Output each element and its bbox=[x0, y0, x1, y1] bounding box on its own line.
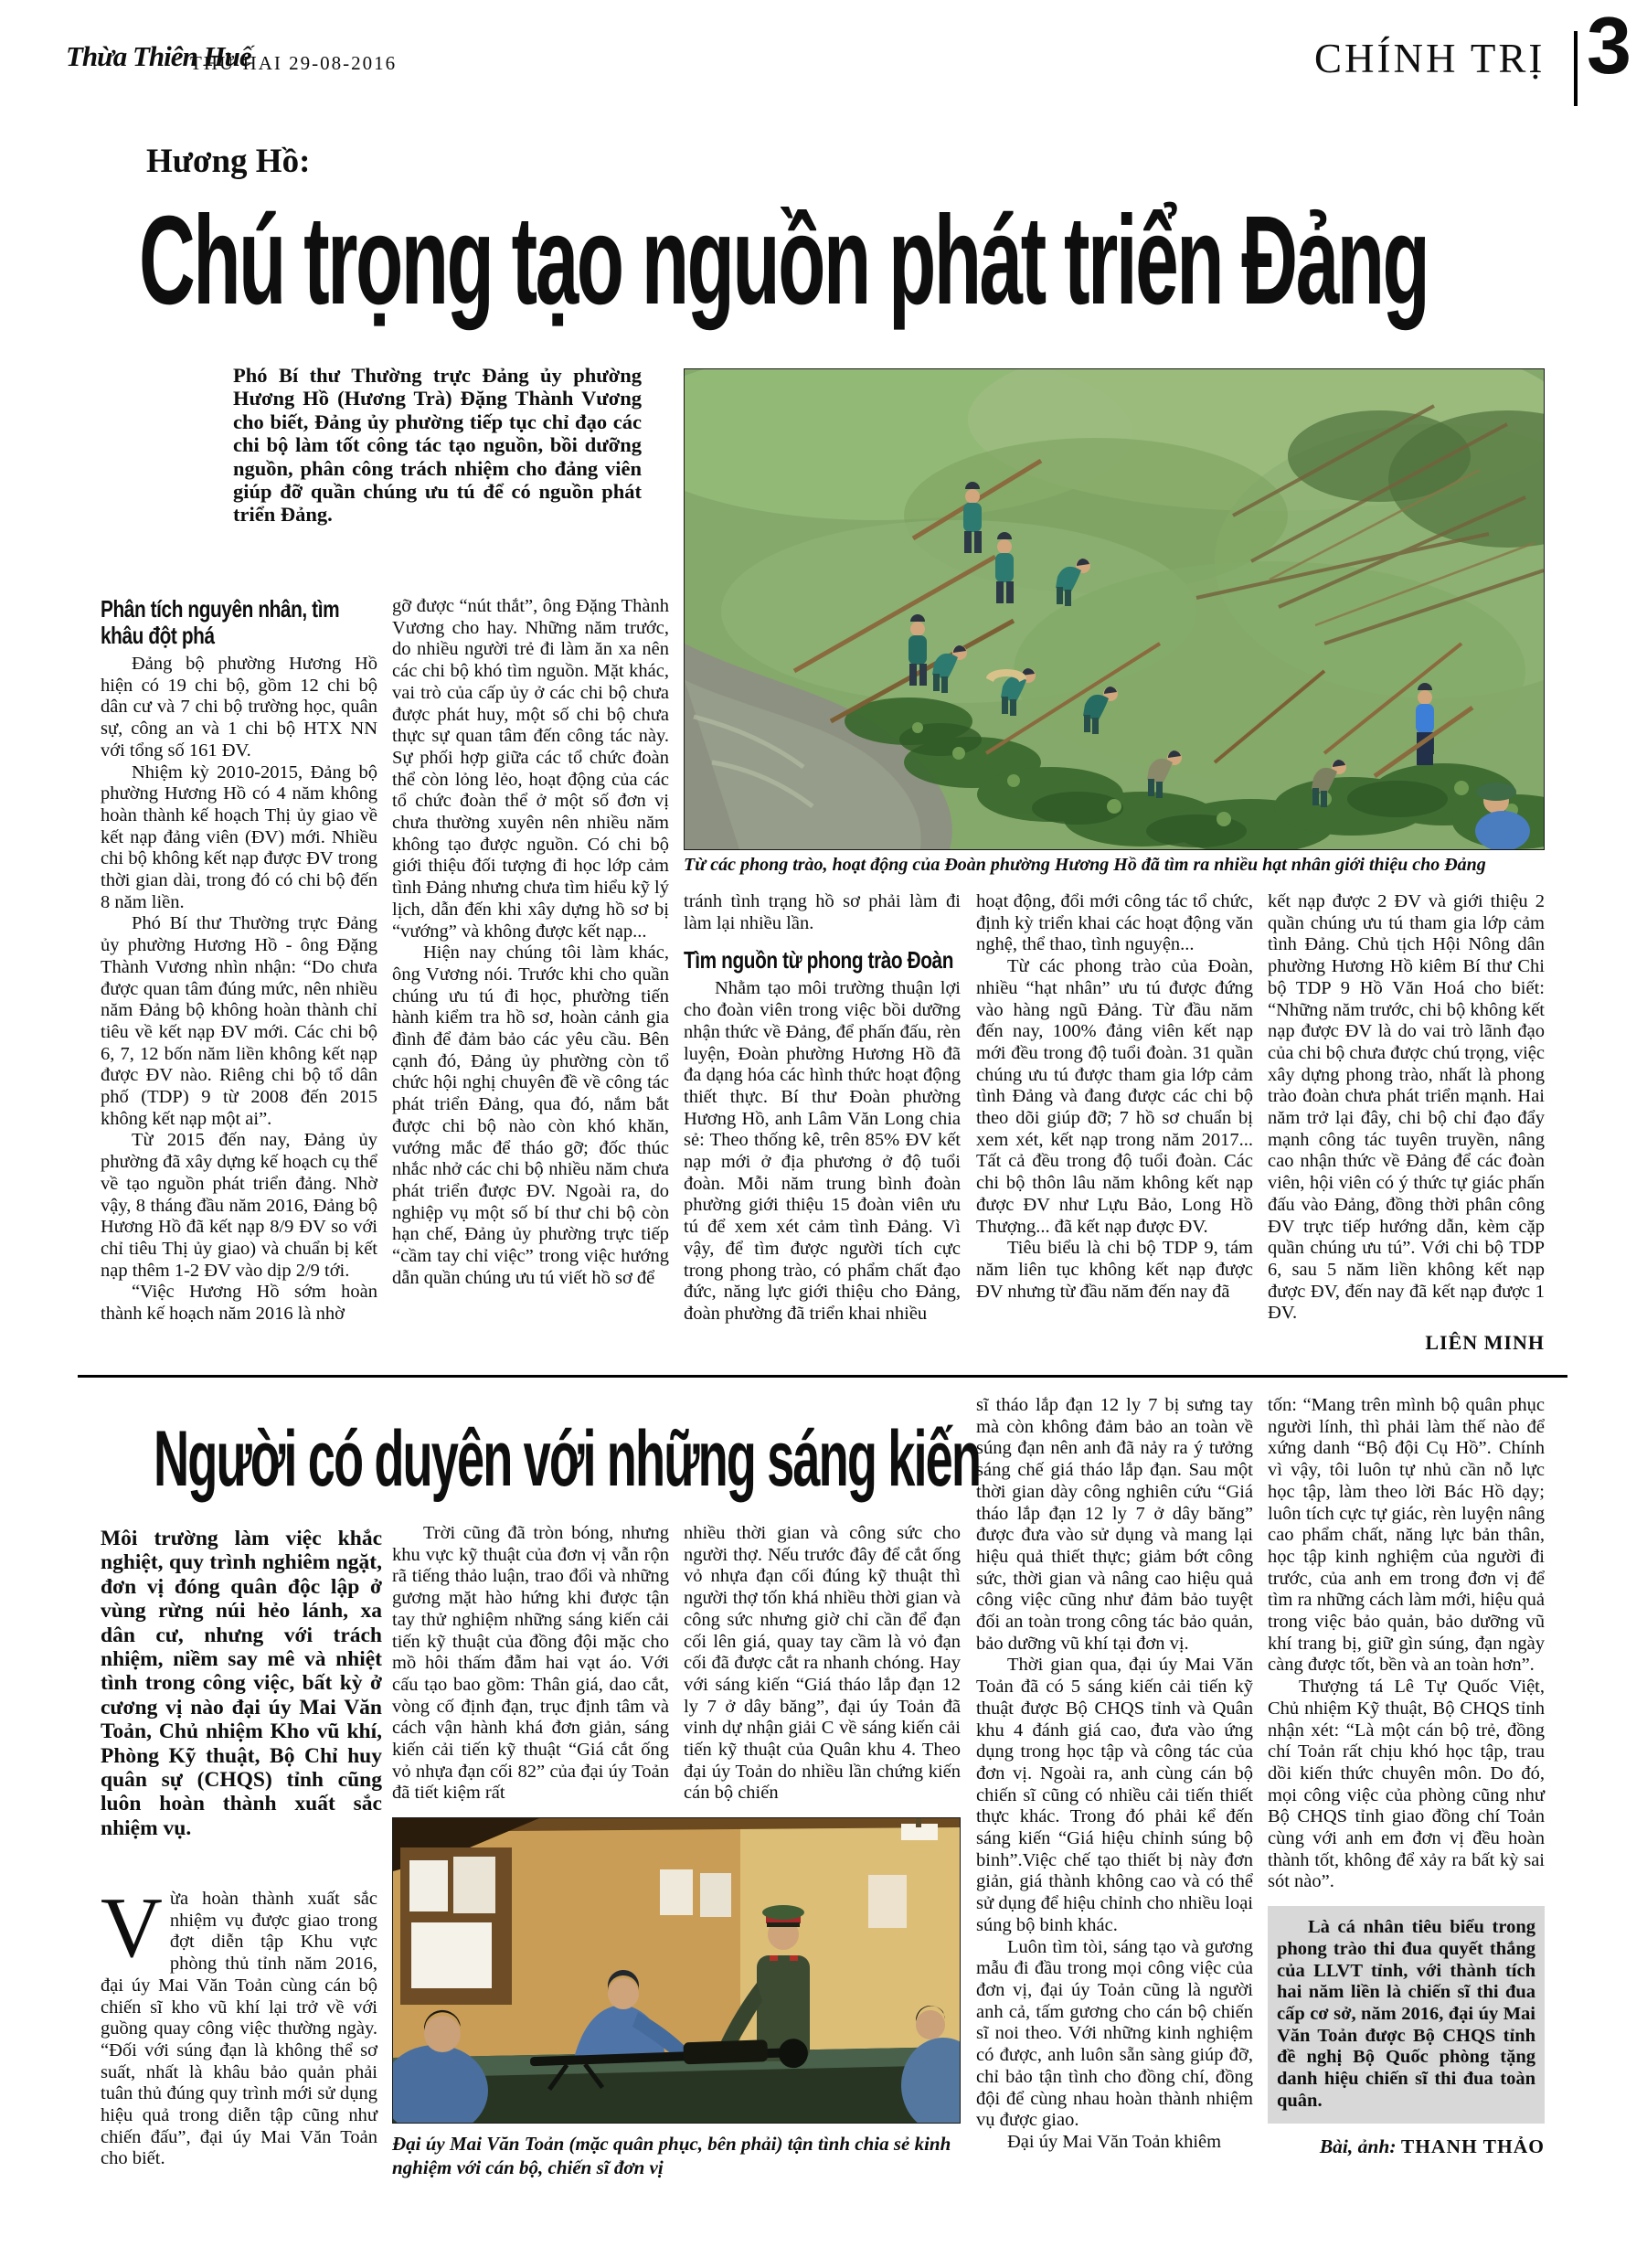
body-paragraph bbox=[101, 1880, 377, 2170]
article1-byline: LIÊN MINH bbox=[1425, 1331, 1545, 1355]
article2-column-5 bbox=[1268, 1395, 1545, 2157]
article-divider-rule bbox=[78, 1375, 1567, 1378]
body-paragraph: Tiêu biểu là chi bộ TDP 9, tám năm liên tục không kết nạp được ĐV nhưng từ đầu năm đến nay đã bbox=[976, 1238, 1253, 1302]
body-paragraph: gỡ được “nút thắt”, ông Đặng Thành Vương cho hay. Những năm trước, do nhiều người trẻ đi làm ăn xa nên các chi bộ khó tìm nguồn. Mặt khác, vai trò của cấp ủy ở các chi bộ chưa được phát huy, một số chi bộ chưa thực sự quan tâm đến công tác này. Sự phối hợp giữa các tổ chức đoàn thể còn lỏng lẻo, hoạt động của các tổ chức đoàn thể ở một số đơn vị chưa thường xuyên nên nhiều năm không tạo được nguồn. Có chi bộ giới thiệu đối tượng đi học lớp cảm tình Đảng nhưng chưa tìm hiểu kỹ lý lịch, dẫn đến khi xây dựng hồ sơ bị “vướng” và không được kết nạp... bbox=[392, 596, 669, 942]
body-paragraph: kết nạp được 2 ĐV và giới thiệu 2 quần chúng ưu tú tham gia lớp cảm tình Đảng. Chủ tịch Hội Nông dân phường Hương Hồ kiêm Bí thư Chi bộ TDP 9 Hồ Văn Hoá cho biết: “Những năm trước, chi bộ không kết nạp được ĐV là do vai trò lãnh đạo của chi bộ chưa được chú trọng, việc xây dựng phong trào, nhất là phong trào đoàn chưa phát triển mạnh. Hai năm trở lại đây, chi bộ chỉ đạo đẩy mạnh công tác tuyên truyền, nâng cao nhận thức về Đảng để các đoàn viên, hội viên có ý thức tự giác phấn đấu vào Đảng, đồng thời phân công ĐV trực tiếp hướng dẫn, kèm cặp quần chúng ưu tú”. Với chi bộ TDP 6, sau 5 năm liền không kết nạp được ĐV, đến nay đã kết nạp được 1 ĐV. bbox=[1268, 891, 1545, 1324]
body-paragraph: “Việc Hương Hồ sớm hoàn thành kế hoạch năm 2016 là nhờ bbox=[101, 1282, 377, 1325]
body-paragraph: Nhằm tạo môi trường thuận lợi cho đoàn viên trong việc bồi dưỡng nhận thức về Đảng, để phấn đấu, rèn luyện, Đoàn phường Hương Hồ đã đa dạng hóa các hình thức hoạt động thiết thực. Bí thư Đoàn phường Hương Hồ, anh Lâm Văn Long chia sẻ: Theo thống kê, trên 85% ĐV kết nạp mới ở địa phương ở độ tuổi đoàn. Mỗi năm trung bình đoàn phường giới thiệu 15 đoàn viên ưu tú để xem xét cảm tình Đảng. Vì vậy, để tìm được người tích cực trong phong trào, có phẩm chất đạo đức, năng lực giới thiệu cho Đảng, đoàn phường đã triển khai nhiều bbox=[684, 978, 961, 1324]
paragraph-text: ừa hoàn thành xuất sắc nhiệm vụ được giao trong đợt diễn tập Khu vực phòng thủ tỉnh năm 2016, đại úy Mai Văn Toản cùng cán bộ chiến sĩ kho vũ khí lại trở về với guồng quay công việc thường ngày. “Đối với súng đạn là không thể sơ suất, nhất là khâu bảo quản phải tuân thủ đúng quy trình mới sử dụng hiệu quả trong diễn tập cũng như chiến đấu”, đại úy Mai Văn Toản cho biết. bbox=[101, 1889, 377, 2169]
highlight-box: Là cá nhân tiêu biểu trong phong trào thi đua quyết thắng của LLVT tỉnh, với thành tích hai năm liền là chiến sĩ thi đua cấp cơ sở, năm 2016, đại úy Mai Văn Toản được Bộ CHQS tỉnh đề nghị Bộ Quốc phòng tặng danh hiệu chiến sĩ thi đua toàn quân. bbox=[1268, 1906, 1545, 2123]
body-paragraph: tốn: “Mang trên mình bộ quân phục người lính, thì phải làm thế nào để xứng danh “Bộ đội Cụ Hồ”. Chính vì vậy, tôi luôn tự nhủ cần nỗ lực học tập, làm theo lời Bác Hồ dạy; luôn tích cực tự giác, rèn luyện nâng cao phẩm chất, năng lực bản thân, học tập kinh nghiệm của người đi trước, của anh em trong đơn vị để tìm ra những cách làm mới, hiệu quả trong việc bảo quản, bảo dưỡng vũ khí trang bị, giữ gìn súng, đạn ngày càng được tốt, bền và an toàn hơn”. bbox=[1268, 1395, 1545, 1676]
article1-subhead-1: Phân tích nguyên nhân, tìm khâu đột phá bbox=[101, 595, 340, 649]
byline-label: Bài, ảnh: bbox=[1319, 2135, 1397, 2157]
field-cleanup-photo-illustration bbox=[685, 369, 1544, 849]
body-paragraph: Thượng tá Lê Tự Quốc Việt, Chủ nhiệm Kỹ thuật, Bộ CHQS tỉnh nhận xét: “Là một cán bộ trẻ, đồng chí Toản rất chịu khó học tập, trau dồi kiến thức chuyên môn. Do đó, mọi công việc của phòng cũng như Bộ CHQS tỉnh giao đồng chí Toản cùng với anh em đơn vị đều hoàn thành tốt, không để xảy ra bất kỳ sai sót nào”. bbox=[1268, 1677, 1545, 1892]
page-number: 3 bbox=[1587, 0, 1631, 91]
article1-column-4 bbox=[976, 891, 1253, 1303]
article1-column-3 bbox=[684, 891, 961, 1326]
body-paragraph: Từ các phong trào của Đoàn, nhiều “hạt nhân” ưu tú được đứng vào hàng ngũ Đảng. Từ đầu năm đến nay, 100% đảng viên kết nạp mới đều trong độ tuổi đoàn. 31 quần chúng ưu tú được tham gia lớp cảm tình Đảng và đang được các chi bộ theo dõi giúp đỡ; 7 hồ sơ chuẩn bị xem xét, kết nạp trong năm 2017... Tất cả đều trong độ tuổi đoàn. Các chi bộ thôn lâu năm không kết nạp được ĐV như Lựu Bảo, Long Hồ Thượng... đã kết nạp được ĐV. bbox=[976, 956, 1253, 1237]
body-paragraph: Luôn tìm tòi, sáng tạo và gương mẫu đi đầu trong mọi công việc của đơn vị, đại úy Toản cũng là người anh cả, tấm gương cho cán bộ chiến sĩ noi theo. Với những kinh nghiệm có được, anh luôn sẵn sàng giúp đỡ, chỉ bảo tận tình cho đồng chí, đồng đội để cùng nhau hoàn thành nhiệm vụ được giao. bbox=[976, 1936, 1253, 2131]
article2-headline: Người có duyên với những sáng kiến bbox=[154, 1415, 981, 1503]
article2-column-1 bbox=[101, 1880, 377, 2170]
article2-column-2 bbox=[392, 1523, 669, 1817]
article1-column-2 bbox=[392, 596, 669, 1290]
body-paragraph: Nhiệm kỳ 2010-2015, Đảng bộ phường Hương Hồ có 4 năm không hoàn thành kế hoạch Thị ủy giao về kết nạp đảng viên (ĐV) mới. Nhiều chi bộ không kết nạp được ĐV trong thời gian dài, trong đó có chi bộ đến 8 năm liền. bbox=[101, 761, 377, 912]
article1-column-5 bbox=[1268, 891, 1545, 1354]
byline-name: THANH THẢO bbox=[1400, 2135, 1545, 2157]
article2-column-4 bbox=[976, 1395, 1253, 2154]
article1-headline: Chú trọng tạo nguồn phát triển Đảng bbox=[139, 190, 1429, 331]
article2-byline bbox=[1268, 2136, 1545, 2158]
body-paragraph: Đảng bộ phường Hương Hồ hiện có 19 chi bộ, gồm 12 chi bộ dân cư và 7 chi bộ trường học, quân sự, công an và 1 chi bộ HTX NN với tổng số 161 ĐV. bbox=[101, 654, 377, 761]
newspaper-masthead: Thừa Thiên Huế bbox=[66, 40, 251, 72]
body-paragraph: Từ 2015 đến nay, Đảng ủy phường đã xây dựng kế hoạch cụ thể về tạo nguồn phát triển đảng. Nhờ vậy, 8 tháng đầu năm 2016, Đảng bộ Hương Hồ đã kết nạp 8/9 ĐV so với chỉ tiêu Thị ủy giao) và chuẩn bị kết nạp thêm 1-2 ĐV vào dịp 2/9 tới. bbox=[101, 1130, 377, 1281]
article1-lead: Phó Bí thư Thường trực Đảng ủy phường Hương Hồ (Hương Trà) Đặng Thành Vương cho biết, Đảng ủy phường tiếp tục chỉ đạo các chi bộ làm tốt công tác tạo nguồn, bồi dưỡng nguồn, phân công trách nhiệm cho đảng viên giúp đỡ quần chúng ưu tú để có nguồn phát triển Đảng. bbox=[233, 364, 642, 527]
body-paragraph: hoạt động, đổi mới công tác tổ chức, định kỳ triển khai các hoạt động văn nghệ, thể thao, tình nguyện... bbox=[976, 891, 1253, 955]
body-paragraph: sĩ tháo lắp đạn 12 ly 7 bị sưng tay mà còn không đảm bảo an toàn về súng đạn nên anh đã nảy ra ý tưởng sáng chế giá tháo lắp đạn. Sau một thời gian dày công nghiên cứu “Giá tháo lắp đạn 12 ly 7 ở dây băng” được đưa vào sử dụng và mang lại hiệu quả thiết thực; giảm bớt công sức, thời gian và nâng cao hiệu quả công việc cũng như đảm bảo tuyệt đối an toàn trong công tác bảo quản, bảo dưỡng vũ khí tại đơn vị. bbox=[976, 1395, 1253, 1654]
workshop-photo-illustration bbox=[393, 1818, 960, 2123]
article2-photo-caption: Đại úy Mai Văn Toản (mặc quân phục, bên phải) tận tình chia sẻ kinh nghiệm với cán bộ, chiến sĩ đơn vị bbox=[392, 2133, 951, 2178]
section-title: CHÍNH TRỊ bbox=[1314, 36, 1546, 81]
body-paragraph: Hiện nay chúng tôi làm khác, ông Vương nói. Trước khi cho quần chúng ưu tú đi học, phường tiến hành kiểm tra hồ sơ, hoàn cảnh gia đình để đảm bảo các yêu cầu. Bên cạnh đó, Đảng ủy phường còn tổ chức hội nghị chuyên đề về công tác phát triển Đảng, qua đó, nắm bắt được chi bộ nào còn khó khăn, vướng mắc để tháo gỡ; đốc thúc nhắc nhở các chi bộ nhiều năm chưa phát triển được ĐV. Ngoài ra, do nghiệp vụ một số bí thư chi bộ còn hạn chế, Đảng ủy phường trực tiếp “cầm tay chỉ việc” trong việc hướng dẫn quần chúng ưu tú viết hồ sơ để bbox=[392, 942, 669, 1288]
article1-photo bbox=[684, 368, 1545, 850]
article2-photo bbox=[392, 1817, 961, 2124]
article1-photo-caption: Từ các phong trào, hoạt động của Đoàn phường Hương Hồ đã tìm ra nhiều hạt nhân giới thiệu cho Đảng bbox=[684, 855, 1486, 875]
body-paragraph: Thời gian qua, đại úy Mai Văn Toản đã có 5 sáng kiến cải tiến kỹ thuật được Bộ CHQS tỉnh và Quân khu 4 đánh giá cao, đưa vào ứng dụng trong học tập và công tác của đơn vị. Ngoài ra, anh cùng cán bộ chiến sĩ cũng có nhiều cải tiến thiết thực khác. Trong đó phải kể đến sáng kiến “Giá hiệu chỉnh súng bộ binh”.Việc chế tạo thiết bị này đơn giản, giá thành không cao và có thể sử dụng để hiệu chỉnh cho nhiều loại súng bộ binh khác. bbox=[976, 1655, 1253, 1935]
article1-subhead-2: Tìm nguồn từ phong trào Đoàn bbox=[684, 946, 954, 974]
body-paragraph: nhiều thời gian và công sức cho người thợ. Nếu trước đây để cắt ống vỏ nhựa đạn cối đúng kỹ thuật thì người thợ tốn khá nhiều thời gian và công sức nhưng giờ chỉ cần để đạn cối lên giá, quay tay cầm là vỏ đạn cối đã được cắt ra nhanh chóng. Hay với sáng kiến “Giá tháo lắp đạn 12 ly 7 ở dây băng”, đại úy Toản đã vinh dự nhận giải C về sáng kiến cải tiến kỹ thuật của Quân khu 4. Theo đại úy Toản do nhiều lần chứng kiến cán bộ chiến bbox=[684, 1523, 961, 1804]
body-paragraph: Trời cũng đã tròn bóng, nhưng khu vực kỹ thuật của đơn vị vẫn rộn rã tiếng thảo luận, trao đổi và những gương mặt hào hứng khi được tận tay thử nghiệm những sáng kiến cải tiến kỹ thuật của đồng đội mặc cho mồ hôi thấm đẫm hai vạt áo. Với cấu tạo bao gồm: Thân giá, dao cắt, vòng cố định đạn, trục định tâm và cách vận hành khá đơn giản, sáng kiến cải tiến kỹ thuật “Giá cắt ống vỏ nhựa đạn cối 82” của đại úy Toản đã tiết kiệm rất bbox=[392, 1523, 669, 1804]
body-paragraph: Đại úy Mai Văn Toản khiêm bbox=[1007, 2131, 1222, 2152]
issue-date: THỨ HAI 29-08-2016 bbox=[190, 52, 398, 74]
body-paragraph: tránh tình trạng hồ sơ phải làm đi làm lại nhiều lần. bbox=[684, 891, 961, 933]
drop-cap: V bbox=[101, 1880, 163, 1975]
article2-column-3 bbox=[684, 1523, 961, 1817]
header-divider bbox=[1574, 31, 1578, 106]
body-paragraph: Phó Bí thư Thường trực Đảng ủy phường Hương Hồ - ông Đặng Thành Vương nhìn nhận: “Do chưa được quan tâm đúng mức, nên nhiều năm Đảng bộ không hoàn thành chỉ tiêu về kết nạp ĐV mới. Các chi bộ 6, 7, 12 bốn năm liền không kết nạp được ĐV nào. Riêng chi bộ tổ dân phố (TDP) 9 từ 2008 đến 2015 không kết nạp một ai”. bbox=[101, 913, 377, 1129]
article1-column-1 bbox=[101, 596, 377, 1326]
article1-kicker: Hương Hồ: bbox=[146, 143, 311, 180]
article2-lead: Môi trường làm việc khắc nghiệt, quy trình nghiêm ngặt, đơn vị đóng quân độc lập ở vùng rừng núi hẻo lánh, xa dân cư, nhưng với trách nhiệm, niềm say mê và nhiệt tình trong công việc, bất kỳ ở cương vị nào đại úy Mai Văn Toản, Chủ nhiệm Kho vũ khí, Phòng Kỹ thuật, Bộ Chỉ huy quân sự (CHQS) tỉnh cũng luôn hoàn thành xuất sắc nhiệm vụ. bbox=[101, 1527, 382, 1840]
